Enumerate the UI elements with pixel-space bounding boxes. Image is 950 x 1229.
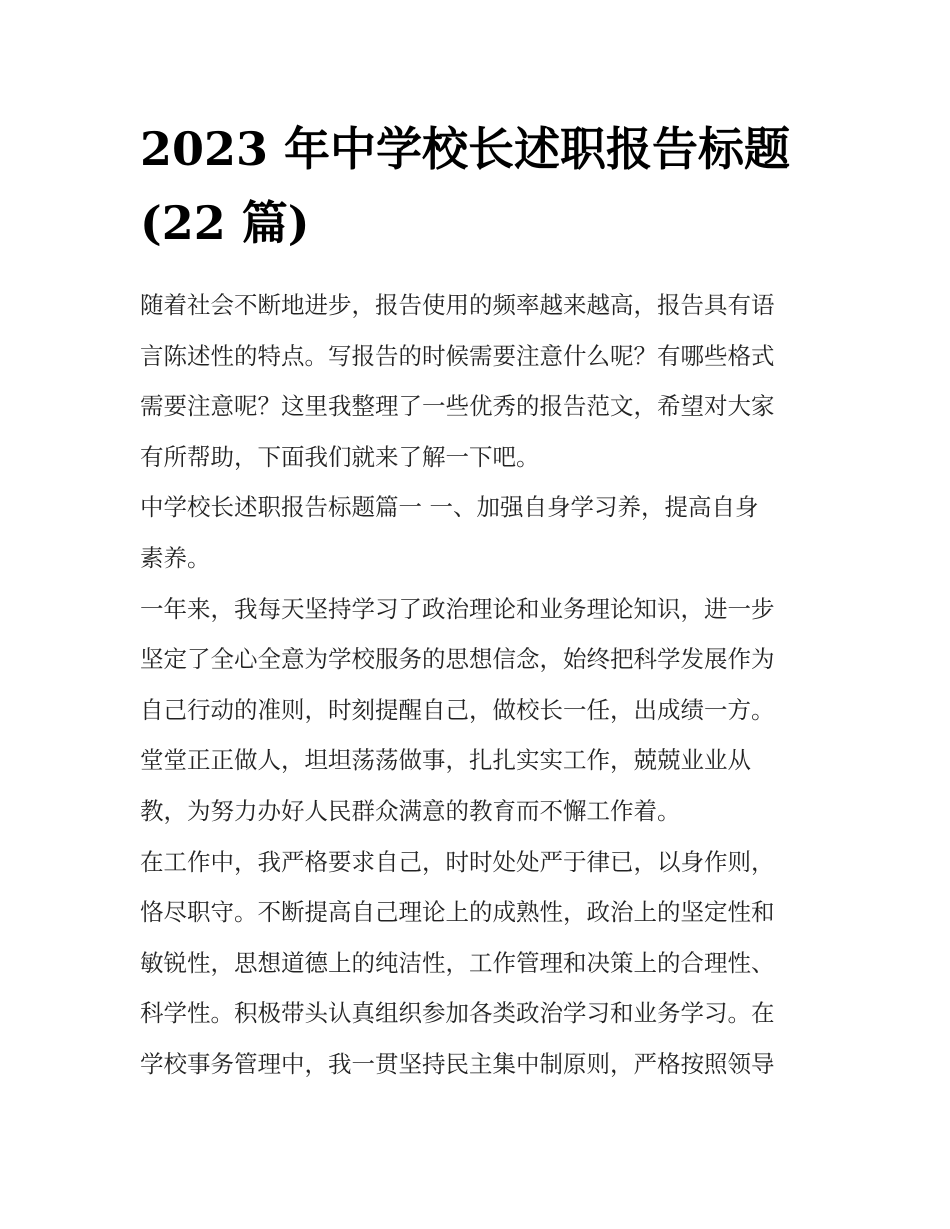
text-line: 需要注意呢？这里我整理了一些优秀的报告范文，希望对大家 [140, 392, 775, 421]
text-line: 素养。 [140, 543, 211, 572]
text-line: 科学性。积极带头认真组织参加各类政治学习和业务学习。在 [140, 999, 775, 1028]
document-title [140, 112, 820, 260]
text-line: 堂堂正正做人，坦坦荡荡做事，扎扎实实工作，兢兢业业从 [140, 746, 751, 775]
text-line: 在工作中，我严格要求自己，时时处处严于律已，以身作则， [140, 847, 775, 876]
text-line: 自己行动的准则，时刻提醒自己，做校长一任，出成绩一方。 [140, 695, 775, 724]
text-line: 恪尽职守。不断提高自己理论上的成熟性，政治上的坚定性和 [140, 898, 775, 927]
title-line: 2023 年中学校长述职报告标题 [140, 122, 791, 176]
text-line: 一年来，我每天坚持学习了政治理论和业务理论知识，进一步 [140, 594, 775, 623]
text-line: 教，为努力办好人民群众满意的教育而不懈工作着。 [140, 796, 681, 825]
document-body [140, 280, 820, 1090]
text-line: 坚定了全心全意为学校服务的思想信念，始终把科学发展作为 [140, 645, 775, 674]
title-line: (22 篇) [140, 196, 310, 250]
text-line: 随着社会不断地进步，报告使用的频率越来越高，报告具有语 [140, 291, 775, 319]
text-line: 中学校长述职报告标题篇一 一、加强自身学习养，提高自身 [140, 493, 759, 522]
text-line: 学校事务管理中，我一贯坚持民主集中制原则，严格按照领导 [140, 1049, 775, 1078]
text-line: 言陈述性的特点。写报告的时候需要注意什么呢？有哪些格式 [140, 341, 775, 370]
text-line: 敏锐性，思想道德上的纯洁性，工作管理和决策上的合理性、 [140, 948, 775, 977]
text-line: 有所帮助，下面我们就来了解一下吧。 [140, 442, 540, 471]
